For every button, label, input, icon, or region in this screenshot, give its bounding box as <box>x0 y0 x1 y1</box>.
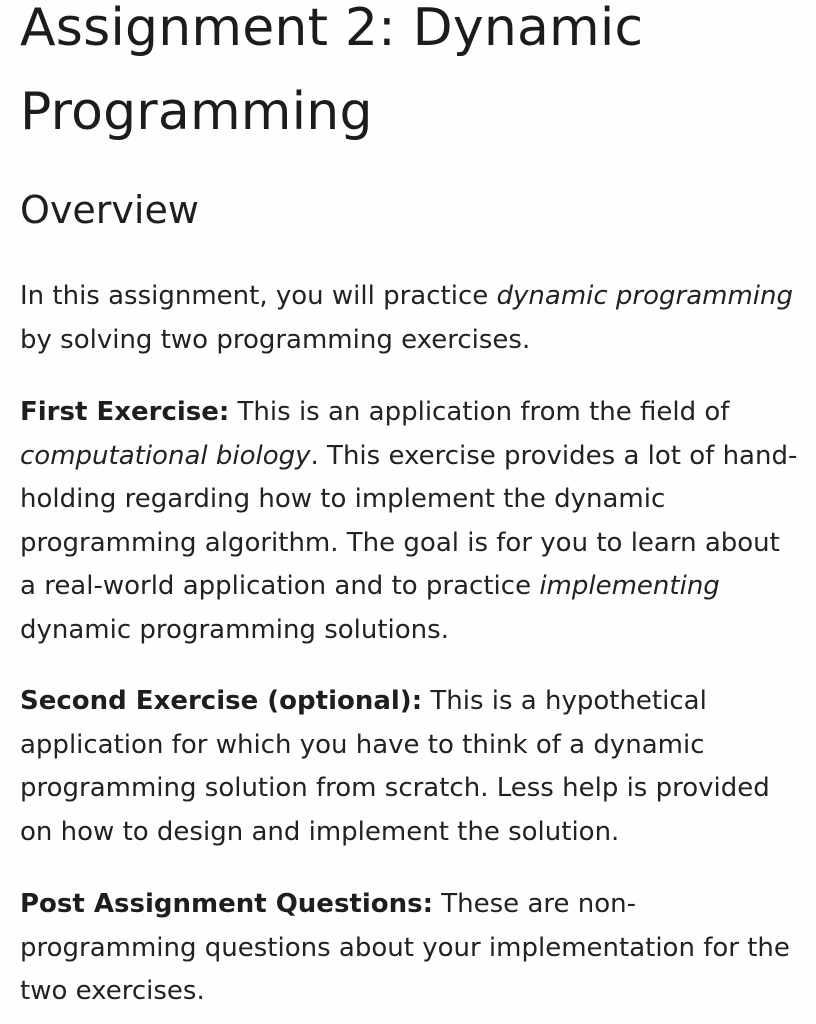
post-questions-label: Post Assignment Questions: <box>20 889 434 919</box>
overview-heading: Overview <box>20 188 199 232</box>
first-exercise-text-3: dynamic programming solutions. <box>20 614 449 645</box>
first-exercise-paragraph <box>20 391 800 652</box>
intro-text-after: by solving two programming exercises. <box>20 324 531 355</box>
intro-text-before: In this assignment, you will practice <box>20 281 497 311</box>
page-title: Assignment 2: Dynamic Programming <box>20 0 644 142</box>
post-questions-paragraph <box>20 883 800 1014</box>
post-questions-text: These are non-programming questions about your implementation for the two exercises. <box>20 889 790 1006</box>
first-exercise-text-1: This is an application from the field of <box>229 397 730 427</box>
first-exercise-emphasis-2: implementing <box>539 571 720 601</box>
first-exercise-emphasis-1: computational biology <box>20 440 311 471</box>
intro-paragraph <box>20 275 800 362</box>
second-exercise-paragraph <box>20 680 800 854</box>
second-exercise-text: This is a hypothetical application for which you have to think of a dynamic programming solution from scratch. Less help is provided on how to design and implement the solution. <box>20 686 770 847</box>
second-exercise-label: Second Exercise (optional): <box>20 686 423 716</box>
intro-emphasis: dynamic programming <box>496 281 794 311</box>
first-exercise-label: First Exercise: <box>20 397 230 427</box>
first-exercise-text-2: . This exercise provides a lot of hand-holding regarding how to implement the dynamic programming algorithm. The goal is for you to learn about a real-world application and to practice <box>20 440 798 601</box>
